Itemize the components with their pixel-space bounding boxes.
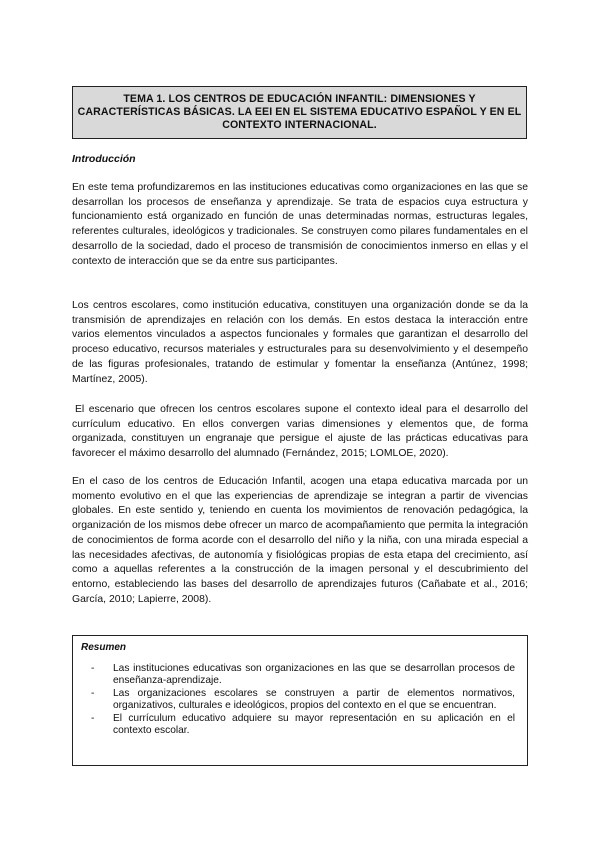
title-box: [72, 86, 527, 139]
document-title: TEMA 1. LOS CENTROS DE EDUCACIÓN INFANTIL: DIMENSIONES Y CARACTERÍSTICAS BÁSICAS. LA EEI EN EL SISTEMA EDUCATIVO ESPAÑOL Y EN EL CONTEXTO INTERNACIONAL.: [77, 93, 522, 131]
summary-item: [81, 688, 519, 713]
summary-list: [81, 663, 519, 737]
bullet-dash: -: [91, 712, 95, 724]
summary-item: [81, 713, 519, 738]
intro-heading: Introducción: [72, 153, 136, 165]
summary-title: Resumen: [81, 642, 127, 653]
paragraph: En el caso de los centros de Educación Infantil, acogen una etapa educativa marcada por un momento evolutivo en el que las experiencias de aprendizaje se integran a partir de vivencias globales. En este sentido y, teniendo en cuenta los movimientos de renovación pedagógica, la organización de los mismos debe ofrecer un marco de acompañamiento que permita la integración de conocimientos de forma acorde con el desarrollo del niño y la niña, con una mirada especial a las necesidades afectivas, de autonomía y fisiológicas propias de esta etapa del crecimiento, así como a aquellas referentes a la construcción de la imagen personal y el descubrimiento del entorno, estableciendo las bases del desarrollo de aprendizajes futuros (Cañabate et al., 2016; García, 2010; Lapierre, 2008).: [72, 476, 528, 605]
summary-box: [72, 635, 528, 766]
paragraph: Los centros escolares, como institución educativa, constituyen una organización donde se da la transmisión de aprendizajes en relación con los demás. En estos destaca la interacción entre varios elementos vinculados a aspectos funcionales y formales que garantizan el desarrollo del proceso educativo, recursos materiales y estructurales para su desenvolvimiento y el desempeño de las figuras profesionales, tratando de estimular y fomentar la enseñanza (Antúnez, 1998; Martínez, 2005).: [72, 300, 528, 385]
summary-item-text: El currículum educativo adquiere su mayor representación en su aplicación en el contexto escolar.: [113, 712, 515, 737]
summary-item-text: Las organizaciones escolares se construyen a partir de elementos normativos, organizativos, culturales e ideológicos, propios del contexto en el que se encuentran.: [113, 687, 515, 712]
summary-item: [81, 663, 519, 688]
paragraph: El escenario que ofrecen los centros escolares supone el contexto ideal para el desarrollo del currículum educativo. En ellos convergen varias dimensiones y elementos que, de forma organizada, constituyen un engranaje que persigue el ajuste de las prácticas educativas para favorecer el máximo desarrollo del alumnado (Fernández, 2015; LOMLOE, 2020).: [72, 404, 528, 460]
paragraph: En este tema profundizaremos en las instituciones educativas como organizaciones en las que se desarrollan los procesos de enseñanza y aprendizaje. Se trata de espacios cuya estructura y funcionamiento está organizado en función de unas determinadas normas, estructuras legales, referentes culturales, ideológicos y tradicionales. Se construyen como pilares fundamentales en el desarrollo de la sociedad, dado el proceso de transmisión de conocimientos inmerso en ellas y el contexto de interacción que se da entre sus participantes.: [72, 182, 528, 267]
bullet-dash: -: [91, 687, 95, 699]
summary-item-text: Las instituciones educativas son organizaciones en las que se desarrollan procesos de enseñanza-aprendizaje.: [113, 663, 515, 687]
bullet-dash: -: [91, 663, 95, 674]
